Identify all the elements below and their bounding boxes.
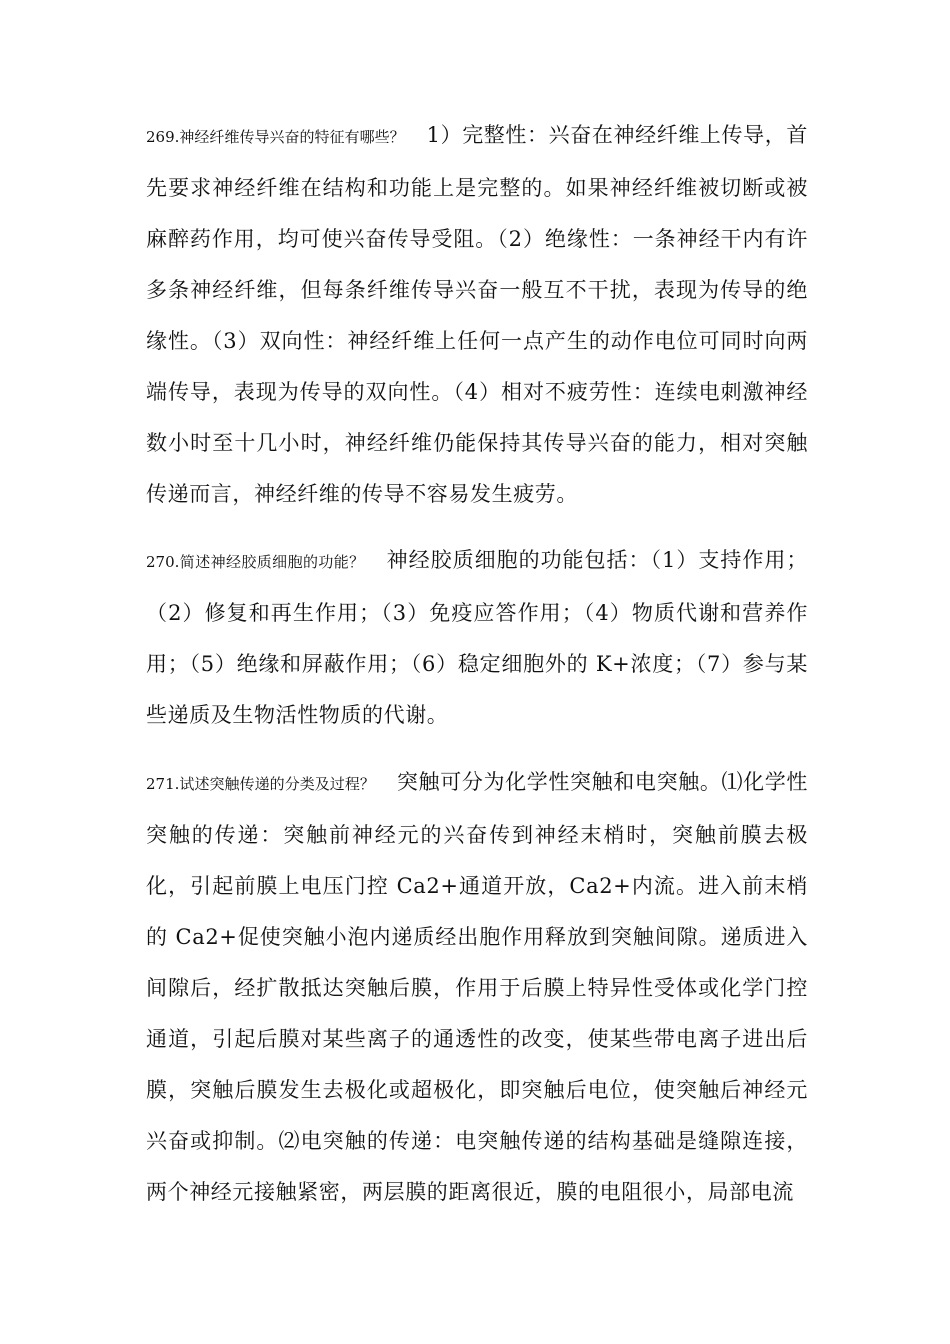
answer-text: 神经胶质细胞的功能包括：（1）支持作用；（2）修复和再生作用；（3）免疫应答作用；（4）物质代谢和营养作用；（5）绝缘和屏蔽作用；（6）稳定细胞外的 K+浓度；（7）参与某些递质及生物活性物质的代谢。 bbox=[146, 548, 808, 727]
qa-item bbox=[146, 757, 808, 1218]
question-text: 271.试述突触传递的分类及过程？ bbox=[146, 775, 375, 793]
answer-text: 突触可分为化学性突触和电突触。⑴化学性突触的传递：突触前神经元的兴奋传到神经末梢时，突触前膜去极化，引起前膜上电压门控 Ca2+通道开放，Ca2+内流。进入前末梢的 Ca2+促使突触小泡内递质经出胞作用释放到突触间隙。递质进入间隙后，经扩散抵达突触后膜，作用于后膜上特异性受体或化学门控通道，引起后膜对某些离子的通透性的改变，使某些带电离子进出后膜，突触后膜发生去极化或超极化，即突触后电位，使突触后神经元兴奋或抑制。⑵电突触的传递：电突触传递的结构基础是缝隙连接，两个神经元接触紧密，两层膜的距离很近，膜的电阻很小，局部电流 bbox=[146, 770, 808, 1204]
qa-item bbox=[146, 110, 808, 520]
question-text: 269.神经纤维传导兴奋的特征有哪些？ bbox=[146, 128, 405, 146]
qa-item bbox=[146, 535, 808, 741]
question-text: 270.简述神经胶质细胞的功能？ bbox=[146, 553, 365, 571]
answer-text: 1）完整性：兴奋在神经纤维上传导，首先要求神经纤维在结构和功能上是完整的。如果神经纤维被切断或被麻醉药作用，均可使兴奋传导受阻。（2）绝缘性：一条神经干内有许多条神经纤维，但每条纤维传导兴奋一般互不干扰，表现为传导的绝缘性。（3）双向性：神经纤维上任何一点产生的动作电位可同时向两端传导，表现为传导的双向性。（4）相对不疲劳性：连续电刺激神经数小时至十几小时，神经纤维仍能保持其传导兴奋的能力，相对突触传递而言，神经纤维的传导不容易发生疲劳。 bbox=[146, 123, 808, 506]
